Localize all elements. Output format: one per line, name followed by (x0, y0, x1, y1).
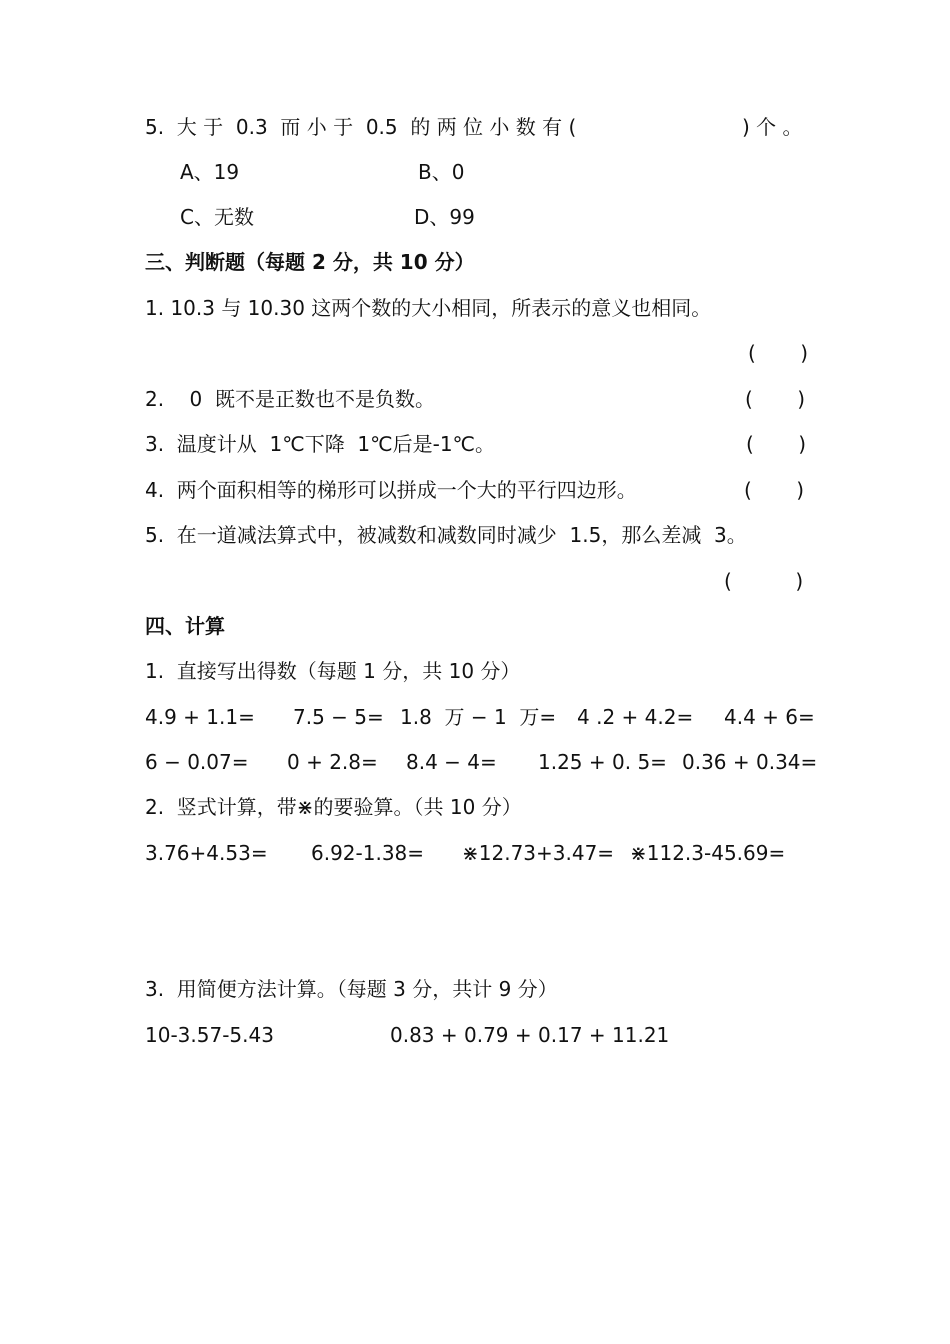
calc-vertical-expr: 3.76+4.53= (145, 841, 268, 865)
calc-sub2: 2. 竖式计算，带⋇的要验算。（共 10 分） (145, 795, 522, 819)
judge-q1-text: 1. 10.3 与 10.30 这两个数的大小相同，所表示的意义也相同。 (145, 296, 712, 320)
calc-vertical-expr: 6.92-1.38= (311, 841, 425, 865)
judge-q4-paren: ( ) (744, 478, 805, 502)
choice-q5-text: 5. 大 于 0.3 而 小 于 0.5 的 两 位 小 数 有 ( (145, 115, 577, 139)
calc-expr: 4 .2 + 4.2= (577, 705, 694, 729)
judge-q3-text: 3. 温度计从 1℃下降 1℃后是-1℃。 (145, 432, 495, 456)
calc-expr: 1.25 + 0. 5= (538, 750, 667, 774)
calc-simplify-expr: 0.83 + 0.79 + 0.17 + 11.21 (390, 1023, 670, 1047)
calc-expr: 7.5 − 5= (293, 705, 384, 729)
calc-expr: 8.4 − 4= (406, 750, 497, 774)
calc-expr: 4.9 + 1.1= (145, 705, 255, 729)
calc-simplify-expr: 10-3.57-5.43 (145, 1023, 274, 1047)
choice-option-c: C、无数 (180, 205, 254, 229)
judge-q5-paren: ( ) (724, 569, 804, 593)
calc-expr: 0 + 2.8= (287, 750, 378, 774)
calc-heading: 四、计算 (145, 614, 225, 638)
judge-q3-paren: ( ) (746, 432, 807, 456)
judge-q4-text: 4. 两个面积相等的梯形可以拼成一个大的平行四边形。 (145, 478, 637, 502)
choice-option-b: B、0 (418, 160, 465, 184)
judge-q2-paren: ( ) (745, 387, 806, 411)
judge-q2-text: 2. 0 既不是正数也不是负数。 (145, 387, 435, 411)
calc-sub3: 3. 用简便方法计算。（每题 3 分，共计 9 分） (145, 977, 558, 1001)
calc-expr: 4.4 + 6= (724, 705, 815, 729)
choice-option-d: D、99 (414, 205, 475, 229)
choice-option-a: A、19 (180, 160, 240, 184)
calc-vertical-expr: ⋇12.73+3.47= (462, 841, 615, 865)
calc-expr: 6 − 0.07= (145, 750, 249, 774)
calc-expr: 1.8 万 − 1 万= (400, 705, 557, 729)
judge-heading: 三、判断题（每题 2 分，共 10 分） (145, 250, 475, 274)
choice-q5-end: ) 个 。 (742, 115, 803, 139)
calc-vertical-expr: ⋇112.3-45.69= (630, 841, 786, 865)
judge-q1-paren: ( ) (748, 341, 809, 365)
calc-sub1: 1. 直接写出得数（每题 1 分，共 10 分） (145, 659, 521, 683)
calc-expr: 0.36 + 0.34= (682, 750, 818, 774)
judge-q5-text: 5. 在一道减法算式中，被减数和减数同时减少 1.5，那么差减 3。 (145, 523, 747, 547)
